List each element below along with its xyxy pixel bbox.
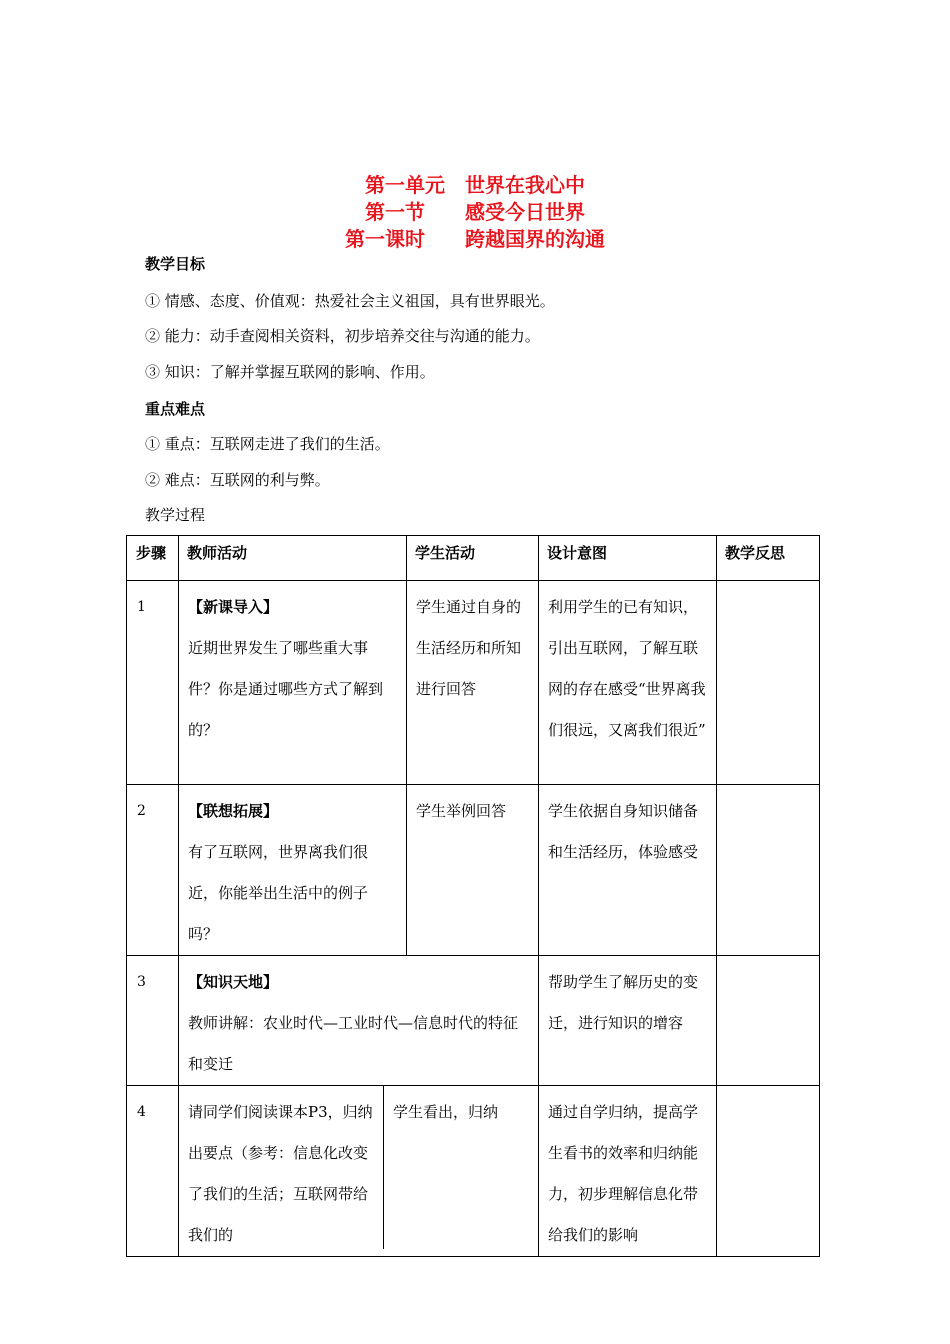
header-step: 步骤 [127,536,179,581]
table-row [127,581,820,785]
reflection-cell [717,581,820,785]
table-row [127,1086,820,1257]
lesson-titles [0,172,950,253]
design-intent: 学生依据自身知识储备和生活经历，体验感受 [548,802,699,861]
reflection-cell [717,785,820,956]
design-intent: 利用学生的已有知识，引出互联网，了解互联网的存在感受“世界离我们很远，又离我们很近” [548,598,706,739]
step-number: 4 [137,1104,146,1120]
table-row [127,956,820,1086]
teacher-activity: 近期世界发生了哪些重大事件？你是通过哪些方式了解到的？ [188,639,384,739]
section-title: 第一节 感受今日世界 [365,200,585,224]
table-header-row [127,536,820,581]
objectives-heading: 教学目标 [145,255,206,273]
teacher-tag: 【知识天地】 [188,973,279,991]
teacher-tag: 【联想拓展】 [188,802,279,820]
table-row [127,785,820,956]
teacher-activity: 请同学们阅读课本P3，归纳出要点（参考：信息化改变了我们的生活；互联网带给我们的 [188,1103,373,1244]
objective-item: ② 能力：动手查阅相关资料，初步培养交往与沟通的能力。 [145,327,540,345]
key-point-item: ② 难点：互联网的利与弊。 [145,471,330,489]
design-intent: 帮助学生了解历史的变迁，进行知识的增容 [548,973,699,1032]
process-label: 教学过程 [145,506,206,524]
lesson-process-table [126,535,820,1257]
key-point-item: ① 重点：互联网走进了我们的生活。 [145,435,390,453]
step-number: 3 [137,974,146,990]
student-activity: 学生通过自身的生活经历和所知进行回答 [416,598,522,698]
reflection-cell [717,956,820,1086]
student-activity: 学生看出，归纳 [393,1103,499,1121]
unit-title: 第一单元 世界在我心中 [365,173,585,197]
header-student: 学生活动 [407,536,539,581]
header-intent: 设计意图 [539,536,717,581]
header-teacher: 教师活动 [179,536,407,581]
lesson-title: 第一课时 跨越国界的沟通 [345,227,605,251]
teacher-activity: 教师讲解：农业时代—工业时代—信息时代的特征和变迁 [188,1014,519,1073]
design-intent: 通过自学归纳，提高学生看书的效率和归纳能力，初步理解信息化带给我们的影响 [548,1103,699,1244]
header-reflection: 教学反思 [717,536,820,581]
student-activity: 学生举例回答 [416,802,507,820]
objective-item: ① 情感、态度、价值观：热爱社会主义祖国，具有世界眼光。 [145,292,555,310]
reflection-cell [717,1086,820,1257]
step-number: 2 [137,803,146,819]
step-number: 1 [137,599,146,615]
teacher-tag: 【新课导入】 [188,598,279,616]
key-points-heading: 重点难点 [145,400,206,418]
objective-item: ③ 知识：了解并掌握互联网的影响、作用。 [145,363,435,381]
teacher-activity: 有了互联网，世界离我们很近，你能举出生活中的例子吗？ [188,843,369,943]
